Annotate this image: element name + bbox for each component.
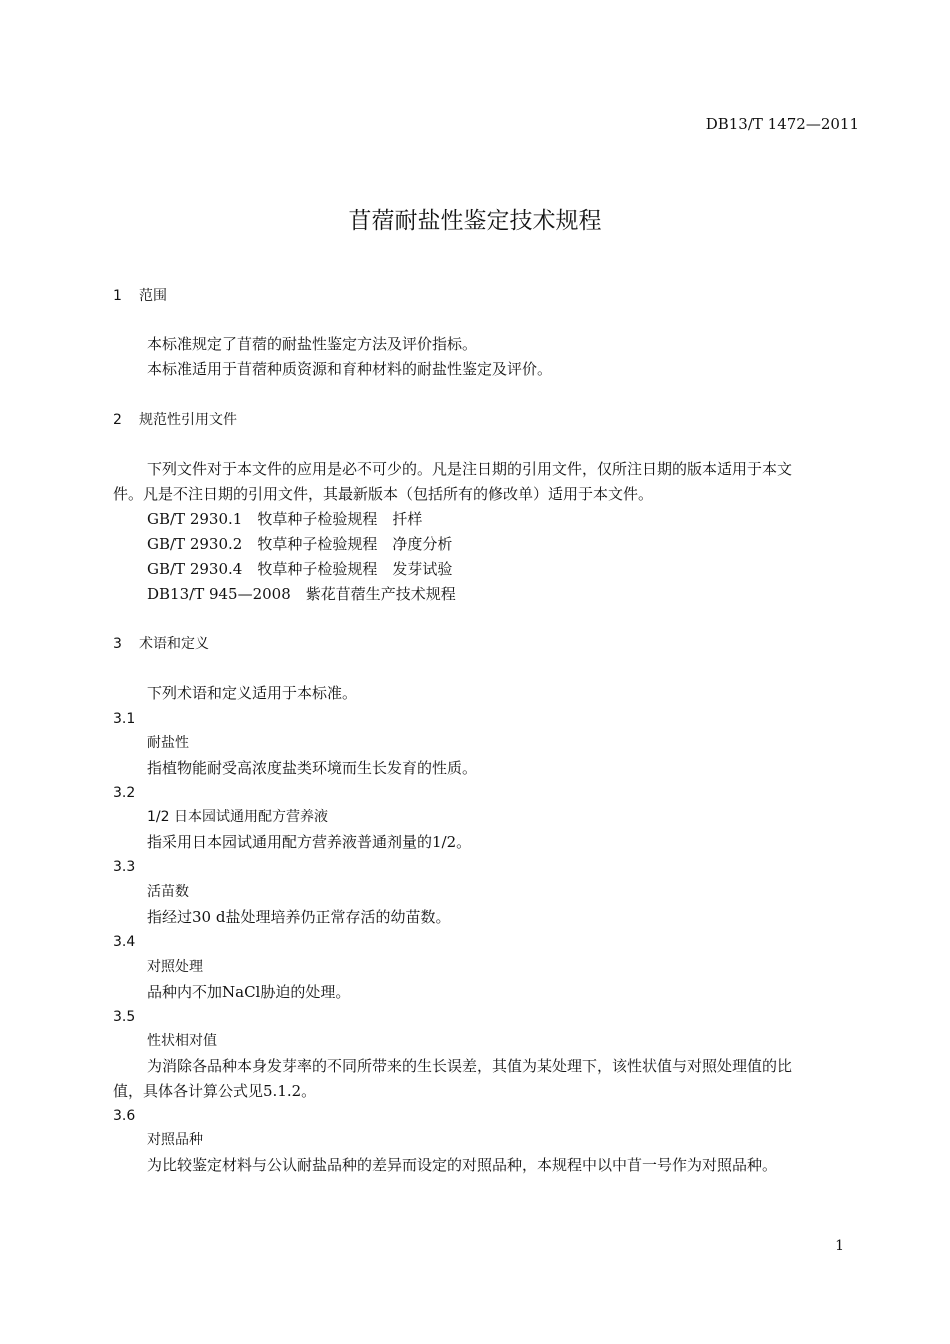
paragraph-continuation: 件。凡是不注日期的引用文件，其最新版本（包括所有的修改单）适用于本文件。: [113, 485, 654, 503]
term-name: 活苗数: [147, 884, 189, 900]
page-number: 1: [835, 1238, 844, 1254]
section-number: 2: [113, 412, 122, 428]
reference-item: GB/T 2930.1 牧草种子检验规程 扦样: [147, 510, 423, 528]
term-name: 对照品种: [147, 1132, 203, 1148]
term-name: 性状相对值: [147, 1033, 217, 1049]
term-definition-continuation: 值，具体各计算公式见5.1.2。: [113, 1082, 317, 1100]
section-title: 范围: [139, 288, 167, 304]
term-name: 1/2 日本园试通用配方营养液: [147, 809, 328, 825]
term-definition: 指植物能耐受高浓度盐类环境而生长发育的性质。: [147, 759, 478, 777]
term-definition: 指采用日本园试通用配方营养液普通剂量的1/2。: [147, 833, 472, 851]
section-title: 术语和定义: [139, 636, 209, 652]
paragraph: 下列文件对于本文件的应用是必不可少的。凡是注日期的引用文件，仅所注日期的版本适用于本文: [147, 460, 793, 478]
reference-item: GB/T 2930.2 牧草种子检验规程 净度分析: [147, 535, 453, 553]
term-number: 3.4: [113, 934, 136, 950]
section-heading-3: [113, 634, 209, 654]
term-number: 3.1: [113, 711, 136, 727]
term-number: 3.2: [113, 785, 136, 801]
section-title: 规范性引用文件: [139, 412, 237, 428]
term-definition: 品种内不加NaCl胁迫的处理。: [147, 983, 351, 1001]
document-title: 苜蓿耐盐性鉴定技术规程: [348, 208, 602, 234]
term-number: 3.5: [113, 1009, 136, 1025]
term-name: 耐盐性: [147, 735, 189, 751]
section-heading-1: [113, 286, 167, 306]
paragraph: 下列术语和定义适用于本标准。: [147, 684, 358, 702]
term-definition: 为比较鉴定材料与公认耐盐品种的差异而设定的对照品种，本规程中以中苜一号作为对照品种。: [147, 1156, 778, 1174]
term-number: 3.3: [113, 859, 136, 875]
section-heading-2: [113, 410, 237, 430]
term-definition: 为消除各品种本身发芽率的不同所带来的生长误差，其值为某处理下，该性状值与对照处理值的比: [147, 1057, 793, 1075]
paragraph: 本标准规定了苜蓿的耐盐性鉴定方法及评价指标。: [147, 335, 478, 353]
document-code: DB13/T 1472—2011: [705, 115, 859, 133]
paragraph: 本标准适用于苜蓿种质资源和育种材料的耐盐性鉴定及评价。: [147, 360, 553, 378]
reference-item: GB/T 2930.4 牧草种子检验规程 发芽试验: [147, 560, 453, 578]
reference-item: DB13/T 945—2008 紫花苜蓿生产技术规程: [147, 585, 456, 603]
section-number: 3: [113, 636, 122, 652]
term-name: 对照处理: [147, 959, 203, 975]
term-definition: 指经过30 d盐处理培养仍正常存活的幼苗数。: [147, 908, 451, 926]
section-number: 1: [113, 288, 122, 304]
term-number: 3.6: [113, 1108, 136, 1124]
